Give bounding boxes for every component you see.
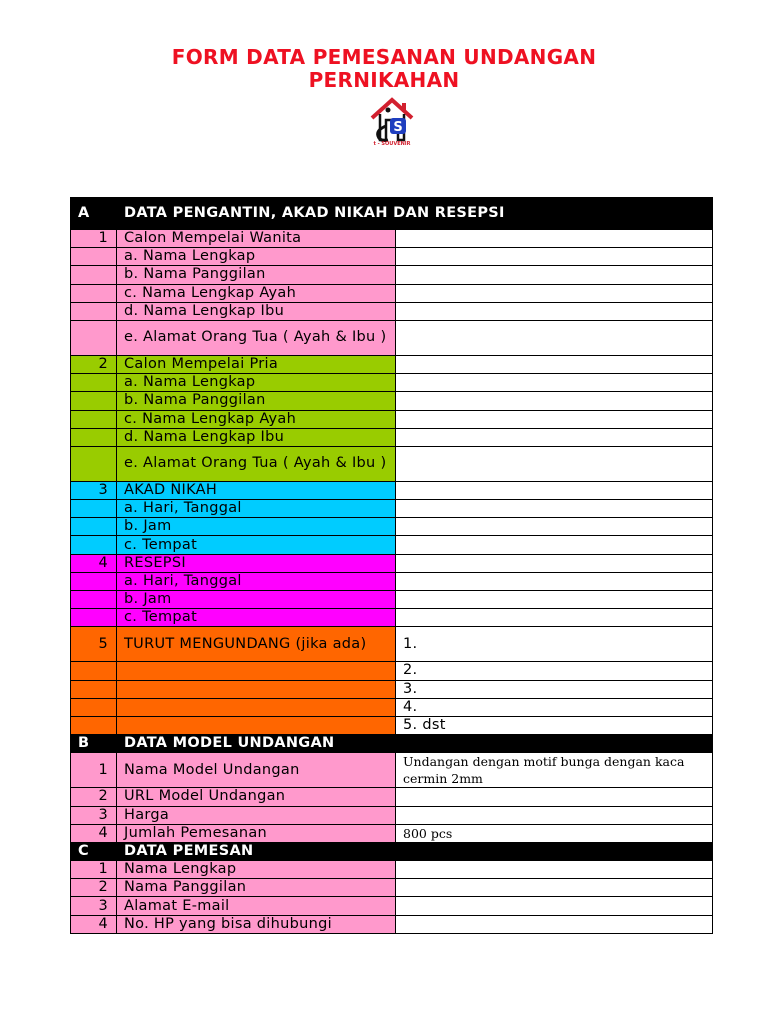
row-label: URL Model Undangan [117, 788, 396, 806]
value-field[interactable] [396, 284, 713, 302]
table-row [71, 230, 713, 248]
value-field[interactable] [396, 788, 713, 806]
value-field[interactable] [396, 861, 713, 879]
row-number: 4 [71, 824, 117, 842]
table-row [71, 302, 713, 320]
table-row [71, 609, 713, 627]
value-field[interactable] [396, 554, 713, 572]
row-number: 1 [71, 753, 117, 788]
row-label: Alamat E-mail [117, 897, 396, 915]
value-field[interactable] [396, 302, 713, 320]
logo-caption: t - SOUVENIR [373, 141, 411, 147]
value-field[interactable] [396, 500, 713, 518]
table-row [71, 861, 713, 879]
section-c-header [71, 842, 713, 860]
value-field[interactable] [396, 879, 713, 897]
row-label: a. Nama Lengkap [117, 374, 396, 392]
value-field[interactable] [396, 572, 713, 590]
value-field[interactable] [396, 609, 713, 627]
table-row [71, 428, 713, 446]
row-number: 5 [71, 627, 117, 662]
row-label: e. Alamat Orang Tua ( Ayah & Ibu ) [117, 320, 396, 355]
table-row [71, 481, 713, 499]
table-row [71, 248, 713, 266]
value-field[interactable]: 4. [396, 698, 713, 716]
value-field[interactable] [396, 320, 713, 355]
value-field[interactable]: 5. dst [396, 716, 713, 734]
value-field[interactable] [396, 230, 713, 248]
table-row [71, 915, 713, 933]
section-letter: C [71, 842, 117, 860]
section-title: DATA MODEL UNDANGAN [117, 735, 713, 753]
value-field[interactable] [396, 374, 713, 392]
row-number: 2 [71, 879, 117, 897]
row-label: No. HP yang bisa dihubungi [117, 915, 396, 933]
table-row [71, 662, 713, 680]
title-line-2: PERNIKAHAN [308, 68, 460, 92]
value-field[interactable] [396, 248, 713, 266]
row-label: b. Jam [117, 591, 396, 609]
value-field[interactable] [396, 806, 713, 824]
value-field[interactable] [396, 446, 713, 481]
table-row [71, 266, 713, 284]
table-row [71, 320, 713, 355]
table-row [71, 680, 713, 698]
section-a-header [71, 198, 713, 230]
row-label: b. Nama Panggilan [117, 392, 396, 410]
section-letter: B [71, 735, 117, 753]
section-title: DATA PENGANTIN, AKAD NIKAH DAN RESEPSI [117, 198, 713, 230]
row-label: AKAD NIKAH [117, 481, 396, 499]
row-label: TURUT MENGUNDANG (jika ada) [117, 627, 396, 662]
table-row [71, 554, 713, 572]
value-field[interactable] [396, 536, 713, 554]
value-field[interactable]: 1. [396, 627, 713, 662]
row-label: d. Nama Lengkap Ibu [117, 428, 396, 446]
row-number: 3 [71, 806, 117, 824]
row-label: c. Nama Lengkap Ayah [117, 284, 396, 302]
row-label: Calon Mempelai Wanita [117, 230, 396, 248]
table-row [71, 716, 713, 734]
value-field[interactable] [396, 392, 713, 410]
table-row [71, 518, 713, 536]
row-number: 3 [71, 897, 117, 915]
row-label: Harga [117, 806, 396, 824]
row-label: Nama Panggilan [117, 879, 396, 897]
page-title [0, 46, 768, 92]
table-row [71, 627, 713, 662]
table-row [71, 374, 713, 392]
row-number: 4 [71, 554, 117, 572]
table-row [71, 284, 713, 302]
table-row [71, 879, 713, 897]
value-field[interactable]: 3. [396, 680, 713, 698]
row-number: 3 [71, 481, 117, 499]
row-label: e. Alamat Orang Tua ( Ayah & Ibu ) [117, 446, 396, 481]
row-label: a. Hari, Tanggal [117, 500, 396, 518]
value-field[interactable] [396, 481, 713, 499]
value-field[interactable] [396, 266, 713, 284]
svg-text:S: S [393, 120, 403, 135]
value-field[interactable]: Undangan dengan motif bunga dengan kaca cermin 2mm [396, 753, 713, 788]
row-label: d. Nama Lengkap Ibu [117, 302, 396, 320]
table-row [71, 572, 713, 590]
row-label: c. Tempat [117, 609, 396, 627]
section-b-header [71, 735, 713, 753]
value-field[interactable] [396, 518, 713, 536]
title-line-1: FORM DATA PEMESANAN UNDANGAN [171, 45, 597, 69]
table-row [71, 500, 713, 518]
table-row [71, 446, 713, 481]
row-number: 2 [71, 788, 117, 806]
table-row [71, 824, 713, 842]
table-row [71, 536, 713, 554]
row-label: a. Hari, Tanggal [117, 572, 396, 590]
row-label: c. Nama Lengkap Ayah [117, 410, 396, 428]
table-row [71, 698, 713, 716]
row-label: Calon Mempelai Pria [117, 355, 396, 373]
row-number: 1 [71, 861, 117, 879]
value-field[interactable] [396, 897, 713, 915]
row-label: c. Tempat [117, 536, 396, 554]
value-field[interactable] [396, 355, 713, 373]
value-field[interactable]: 800 pcs [396, 824, 713, 842]
section-letter: A [71, 198, 117, 230]
section-title: DATA PEMESAN [117, 842, 713, 860]
table-row [71, 410, 713, 428]
value-field[interactable] [396, 915, 713, 933]
row-number: 1 [71, 230, 117, 248]
row-label: b. Nama Panggilan [117, 266, 396, 284]
table-row [71, 591, 713, 609]
row-label: Jumlah Pemesanan [117, 824, 396, 842]
value-field[interactable] [396, 591, 713, 609]
table-row [71, 392, 713, 410]
order-form-table [70, 197, 713, 934]
row-number: 4 [71, 915, 117, 933]
row-label: Nama Lengkap [117, 861, 396, 879]
row-label: b. Jam [117, 518, 396, 536]
table-row [71, 897, 713, 915]
table-row [71, 788, 713, 806]
row-label: RESEPSI [117, 554, 396, 572]
table-row [71, 806, 713, 824]
table-row [71, 753, 713, 788]
row-label: a. Nama Lengkap [117, 248, 396, 266]
row-label: Nama Model Undangan [117, 753, 396, 788]
value-field[interactable]: 2. [396, 662, 713, 680]
row-number: 2 [71, 355, 117, 373]
table-row [71, 355, 713, 373]
value-field[interactable] [396, 428, 713, 446]
value-field[interactable] [396, 410, 713, 428]
